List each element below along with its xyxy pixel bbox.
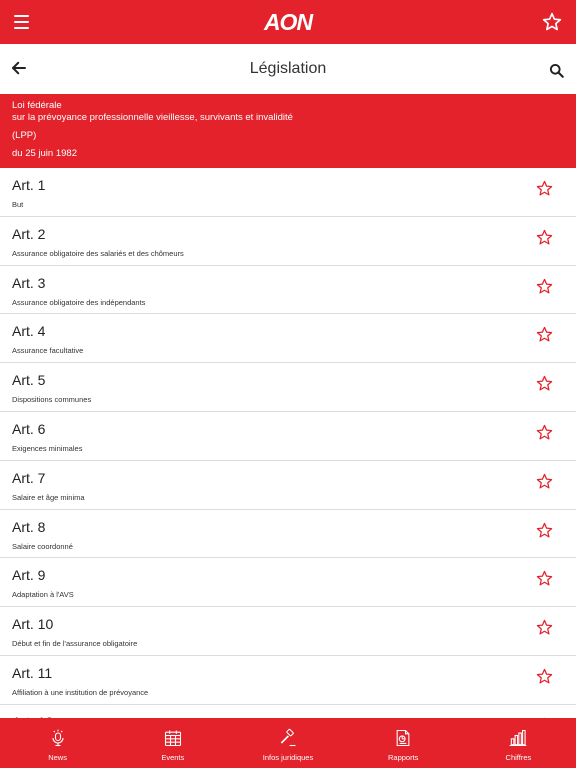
back-arrow-icon[interactable] bbox=[10, 59, 28, 77]
article-subtitle: Affiliation à une institution de prévoyance bbox=[12, 687, 149, 697]
article-number: Art. 4 bbox=[12, 323, 46, 340]
article-number: Art. 8 bbox=[12, 518, 46, 535]
article-row[interactable] bbox=[0, 266, 576, 315]
tab-events[interactable] bbox=[115, 718, 230, 768]
aon-logo: AON bbox=[263, 8, 313, 35]
tab-news-label: News bbox=[48, 753, 67, 762]
favorite-star-icon[interactable] bbox=[536, 326, 553, 343]
article-row[interactable] bbox=[0, 217, 576, 266]
favorite-star-icon[interactable] bbox=[536, 424, 553, 441]
article-subtitle: But bbox=[12, 200, 24, 209]
favorite-star-icon[interactable] bbox=[536, 229, 553, 246]
article-subtitle: Début et fin de l'assurance obligatoire bbox=[12, 639, 138, 649]
bottom-tab-bar bbox=[0, 718, 576, 768]
favorite-star-icon[interactable] bbox=[536, 570, 553, 587]
report-icon bbox=[393, 728, 413, 748]
article-row[interactable] bbox=[0, 607, 576, 656]
gavel-icon bbox=[278, 728, 298, 748]
tab-chiffres-label: Chiffres bbox=[505, 753, 532, 762]
calendar-icon bbox=[163, 728, 183, 748]
favorite-star-icon[interactable] bbox=[536, 522, 553, 539]
tab-events-label: Events bbox=[161, 753, 185, 762]
search-icon[interactable] bbox=[549, 63, 564, 78]
article-subtitle: Salaire coordonné bbox=[12, 541, 73, 551]
favorite-star-icon[interactable] bbox=[536, 668, 553, 685]
favorite-star-icon[interactable] bbox=[536, 180, 553, 197]
top-app-bar bbox=[0, 0, 576, 44]
law-abbreviation: (LPP) bbox=[12, 130, 37, 141]
article-row[interactable] bbox=[0, 558, 576, 607]
article-subtitle: Exigences minimales bbox=[12, 443, 83, 453]
article-number: Art. 11 bbox=[12, 664, 53, 681]
page-title: Législation bbox=[249, 60, 327, 77]
article-subtitle: Dispositions communes bbox=[12, 395, 92, 405]
tab-chiffres[interactable] bbox=[461, 718, 576, 768]
microphone-icon bbox=[48, 728, 68, 748]
article-subtitle: Assurance obligatoire des salariés et des chômeurs bbox=[12, 248, 184, 258]
article-row[interactable] bbox=[0, 168, 576, 217]
article-number: Art. 7 bbox=[12, 469, 46, 486]
tab-rapports[interactable] bbox=[346, 718, 461, 768]
article-row[interactable] bbox=[0, 363, 576, 412]
page-header bbox=[0, 44, 576, 94]
favorite-star-icon[interactable] bbox=[536, 375, 553, 392]
article-subtitle: Assurance obligatoire des indépendants bbox=[12, 297, 146, 307]
tab-infos-juridiques[interactable] bbox=[230, 718, 345, 768]
article-number: Art. 5 bbox=[12, 372, 46, 389]
hamburger-menu-icon[interactable] bbox=[14, 15, 29, 29]
article-subtitle: Salaire et âge minima bbox=[12, 492, 85, 502]
article-row[interactable] bbox=[0, 412, 576, 461]
articles-list bbox=[0, 168, 576, 718]
article-row[interactable] bbox=[0, 656, 576, 705]
tab-news[interactable] bbox=[0, 718, 115, 768]
article-number: Art. 2 bbox=[12, 225, 46, 242]
favorite-star-icon[interactable] bbox=[536, 278, 553, 295]
law-name: sur la prévoyance professionnelle vieillesse, survivants et invalidité bbox=[12, 112, 293, 123]
favorite-star-icon[interactable] bbox=[536, 619, 553, 636]
law-type: Loi fédérale bbox=[12, 100, 62, 111]
article-subtitle: Assurance facultative bbox=[12, 346, 84, 356]
article-number: Art. 6 bbox=[12, 420, 46, 437]
law-date: du 25 juin 1982 bbox=[12, 148, 77, 159]
article-number: Art. 10 bbox=[12, 616, 54, 633]
favorites-star-icon[interactable] bbox=[542, 12, 562, 32]
favorite-star-icon[interactable] bbox=[536, 473, 553, 490]
law-title-banner bbox=[0, 94, 576, 168]
article-row[interactable] bbox=[0, 314, 576, 363]
article-number: Art. 3 bbox=[12, 274, 46, 291]
article-row[interactable] bbox=[0, 510, 576, 559]
bar-chart-icon bbox=[508, 728, 528, 748]
article-number: Art. 9 bbox=[12, 567, 46, 584]
tab-infos-juridiques-label: Infos juridiques bbox=[262, 753, 314, 762]
article-subtitle: Adaptation à l'AVS bbox=[12, 590, 74, 600]
article-number: Art. 1 bbox=[12, 177, 46, 193]
article-row[interactable] bbox=[0, 461, 576, 510]
tab-rapports-label: Rapports bbox=[387, 753, 419, 762]
